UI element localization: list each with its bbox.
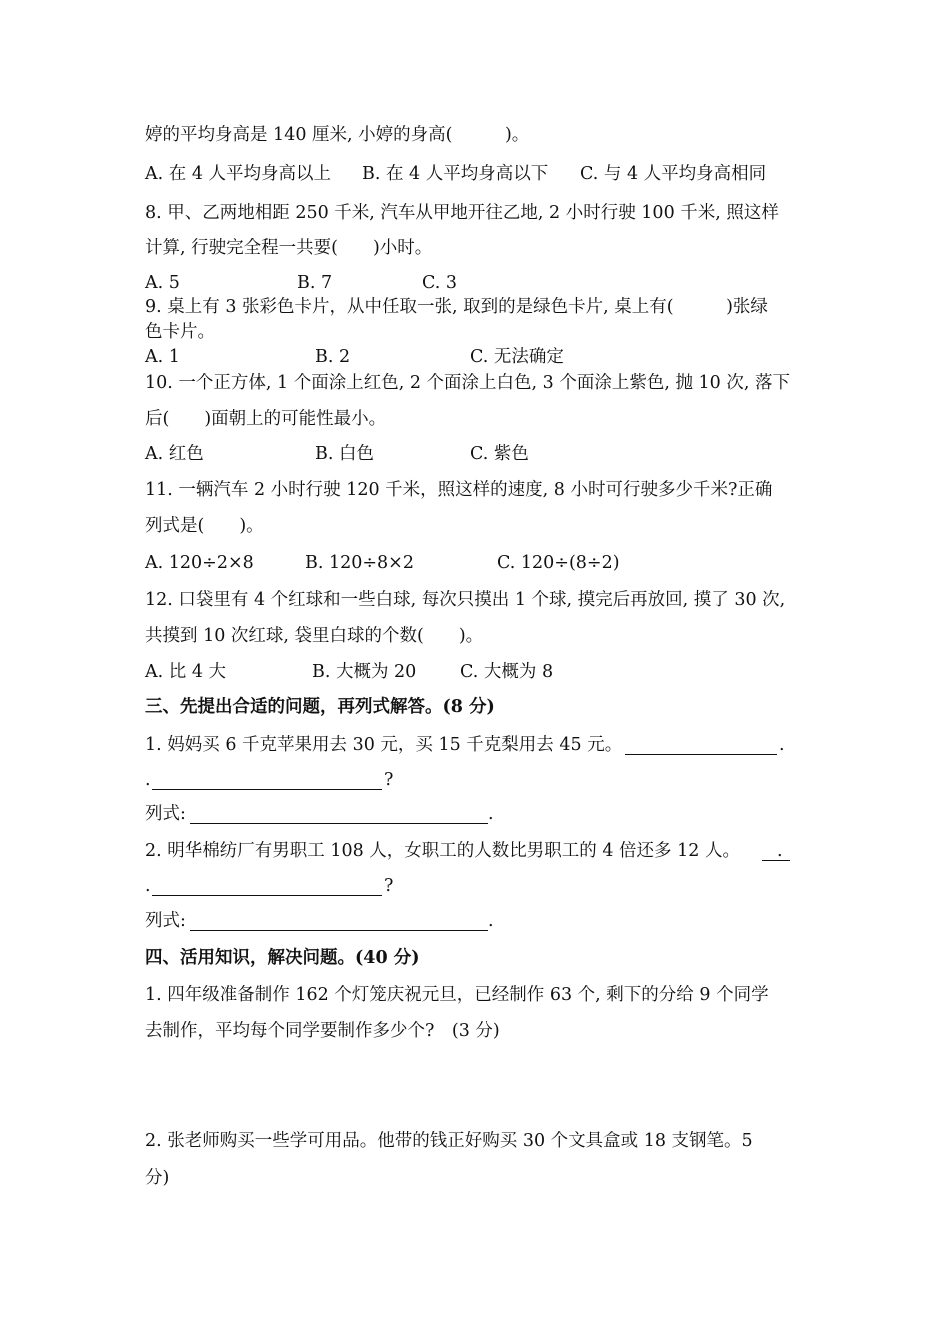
s3-q1-formula-line[interactable] (190, 806, 488, 824)
q10-line-2: 后( )面朝上的可能性最小。 (145, 409, 387, 429)
s3-q1-answer-line-1[interactable] (625, 737, 777, 755)
q9-line-1: 9. 桌上有 3 张彩色卡片，从中任取一张, 取到的是绿色卡片, 桌上有( )张绿 (145, 297, 768, 317)
q12-option-b: B. 大概为 20 (312, 662, 417, 682)
q7-option-a: A. 在 4 人平均身高以上 (145, 164, 332, 184)
q8-option-a: A. 5 (145, 273, 180, 293)
q10-option-b: B. 白色 (315, 444, 374, 464)
section-4-heading: 四、活用知识，解决问题。(40 分) (145, 948, 420, 968)
s3-q2-formula-dot: . (488, 911, 494, 931)
s3-q2-formula-line[interactable] (190, 913, 488, 931)
q12-option-a: A. 比 4 大 (145, 662, 227, 682)
s3-q1-answer-line-2[interactable] (152, 772, 382, 790)
q10-option-a: A. 红色 (145, 444, 204, 464)
section-3-heading: 三、先提出合适的问题，再列式解答。(8 分) (145, 697, 495, 717)
q7-option-c: C. 与 4 人平均身高相同 (580, 164, 767, 184)
q9-option-b: B. 2 (315, 347, 351, 367)
q9-line-2: 色卡片。 (145, 322, 215, 342)
s3-q1-formula-dot: . (488, 804, 494, 824)
q11-line-2: 列式是( )。 (145, 516, 264, 536)
q9-option-a: A. 1 (145, 347, 180, 367)
s3-q1-formula-label: 列式: (145, 804, 186, 824)
s3-q2-text: 2. 明华棉纺厂有男职工 108 人，女职工的人数比男职工的 4 倍还多 12 人。 (145, 841, 740, 861)
s4-q1-line-1: 1. 四年级准备制作 162 个灯笼庆祝元旦，已经制作 63 个, 剩下的分给 9 个同学 (145, 985, 769, 1005)
q12-line-2: 共摸到 10 次红球, 袋里白球的个数( )。 (145, 626, 484, 646)
s3-q2-dot: . (777, 841, 783, 861)
q11-option-b: B. 120÷8×2 (305, 553, 414, 573)
s3-q1-dot-start: . (145, 770, 151, 790)
q11-option-a: A. 120÷2×8 (145, 553, 254, 573)
s4-q2-line-2: 分) (145, 1168, 170, 1188)
q11-option-c: C. 120÷(8÷2) (497, 553, 620, 573)
q11-line-1: 11. 一辆汽车 2 小时行驶 120 千米，照这样的速度, 8 小时可行驶多少千米?正确 (145, 480, 773, 500)
s3-q1-question-mark: ? (384, 770, 394, 790)
s4-q1-line-2: 去制作，平均每个同学要制作多少个? (3 分) (145, 1021, 500, 1041)
s3-q1-text: 1. 妈妈买 6 千克苹果用去 30 元，买 15 千克梨用去 45 元。 (145, 735, 623, 755)
s3-q2-answer-line-2[interactable] (152, 878, 382, 896)
q7-option-b: B. 在 4 人平均身高以下 (362, 164, 549, 184)
q7-tail-text: 婷的平均身高是 140 厘米, 小婷的身高( )。 (145, 125, 530, 145)
s3-q2-question-mark: ? (384, 876, 394, 896)
s4-q2-line-1: 2. 张老师购买一些学可用品。他带的钱正好购买 30 个文具盒或 18 支钢笔。5 (145, 1131, 753, 1151)
q8-option-b: B. 7 (297, 273, 333, 293)
q8-line-1: 8. 甲、乙两地相距 250 千米, 汽车从甲地开往乙地, 2 小时行驶 100 千米, 照这样 (145, 203, 779, 223)
q12-option-c: C. 大概为 8 (460, 662, 554, 682)
q8-option-c: C. 3 (422, 273, 458, 293)
q10-option-c: C. 紫色 (470, 444, 529, 464)
s3-q2-formula-label: 列式: (145, 911, 186, 931)
q10-line-1: 10. 一个正方体, 1 个面涂上红色, 2 个面涂上白色, 3 个面涂上紫色, 抛 10 次, 落下 (145, 373, 791, 393)
q9-option-c: C. 无法确定 (470, 347, 564, 367)
q8-line-2: 计算, 行驶完全程一共要( )小时。 (145, 238, 433, 258)
s3-q2-dot-start: . (145, 876, 151, 896)
s3-q2-answer-line-1[interactable] (762, 843, 790, 861)
s3-q1-dot: . (779, 735, 785, 755)
q12-line-1: 12. 口袋里有 4 个红球和一些白球, 每次只摸出 1 个球, 摸完后再放回, 摸了 30 次, (145, 590, 786, 610)
